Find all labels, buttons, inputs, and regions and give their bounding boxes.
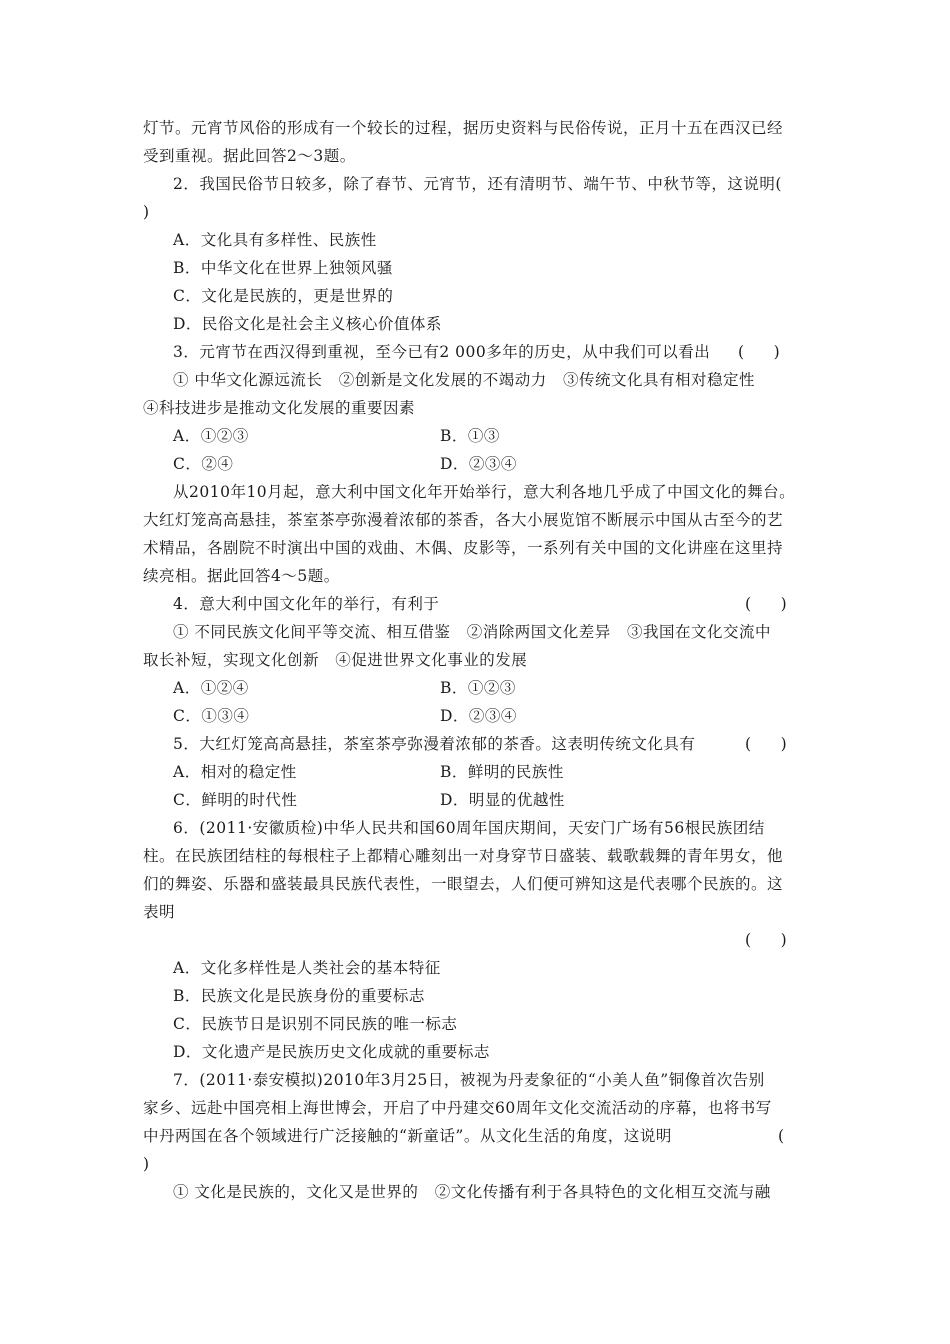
option-b: B．鲜明的民族性 [440, 763, 564, 781]
material-paragraph: 续亮相。据此回答4～5题。 [143, 567, 340, 585]
question-2-stem: 2．我国民俗节日较多，除了春节、元宵节，还有清明节、端午节、中秋节等，这说明( [173, 175, 782, 193]
answer-paren: ( ) [745, 735, 787, 753]
option-d: D．②③④ [440, 455, 517, 473]
question-3-statements: ① 中华文化源远流长 ②创新是文化发展的不竭动力 ③传统文化具有相对稳定性 [173, 371, 755, 389]
material-paragraph: 大红灯笼高高悬挂，茶室茶亭弥漫着浓郁的茶香，各大小展览馆不断展示中国从古至今的艺 [143, 511, 784, 529]
option-b: B．中华文化在世界上独领风骚 [173, 259, 393, 277]
option-d: D．文化遗产是民族历史文化成就的重要标志 [173, 1043, 490, 1061]
question-7-stem-cont: 中丹两国在各个领域进行广泛接触的“新童话”。从文化生活的角度，这说明 [143, 1127, 672, 1145]
option-c: C．文化是民族的，更是世界的 [173, 287, 394, 305]
option-a: A．文化具有多样性、民族性 [173, 231, 377, 249]
answer-paren-close: ) [143, 1155, 150, 1173]
answer-paren: ( ) [745, 931, 787, 949]
answer-paren: ( ) [745, 595, 787, 613]
option-a: A．相对的稳定性 [173, 763, 297, 781]
question-6-stem: 6．(2011·安徽质检)中华人民共和国60周年国庆期间，天安门广场有56根民族团结 [173, 819, 765, 837]
material-paragraph: 从2010年10月起，意大利中国文化年开始举行，意大利各地几乎成了中国文化的舞台。 [173, 483, 796, 501]
question-6-stem-cont: 柱。在民族团结柱的每根柱子上都精心雕刻出一对身穿节日盛装、载歌载舞的青年男女，他 [143, 847, 784, 865]
option-d: D．明显的优越性 [440, 791, 565, 809]
option-b: B．①②③ [440, 679, 516, 697]
question-4-statements: ① 不同民族文化间平等交流、相互借鉴 ②消除两国文化差异 ③我国在文化交流中 [173, 623, 771, 641]
material-paragraph: 术精品，各剧院不时演出中国的戏曲、木偶、皮影等，一系列有关中国的文化讲座在这里持 [143, 539, 784, 557]
question-3-stem: 3．元宵节在西汉得到重视，至今已有2 000多年的历史，从中我们可以看出 [173, 343, 711, 361]
question-4-statements-cont: 取长补短，实现文化创新 ④促进世界文化事业的发展 [143, 651, 528, 669]
question-7-statements: ① 文化是民族的，文化又是世界的 ②文化传播有利于各具特色的文化相互交流与融 [173, 1183, 771, 1201]
text-line: 灯节。元宵节风俗的形成有一个较长的过程，据历史资料与民俗传说，正月十五在西汉已经 [143, 119, 784, 137]
question-7-stem-cont: 家乡、远赴中国亮相上海世博会，开启了中丹建交60周年文化交流活动的序幕，也将书写 [143, 1099, 772, 1117]
answer-paren-open: ( [778, 1127, 785, 1145]
answer-paren-close: ) [143, 203, 150, 221]
option-d: D．民俗文化是社会主义核心价值体系 [173, 315, 442, 333]
option-c: C．①③④ [173, 707, 250, 725]
option-a: A．文化多样性是人类社会的基本特征 [173, 959, 441, 977]
question-7-stem: 7．(2011·泰安模拟)2010年3月25日，被视为丹麦象征的“小美人鱼”铜像首次告别 [173, 1071, 765, 1089]
option-d: D．②③④ [440, 707, 517, 725]
option-b: B．①③ [440, 427, 500, 445]
option-a: A．①②④ [173, 679, 249, 697]
option-b: B．民族文化是民族身份的重要标志 [173, 987, 425, 1005]
question-5-stem: 5．大红灯笼高高悬挂，茶室茶亭弥漫着浓郁的茶香。这表明传统文化具有 [173, 735, 696, 753]
question-6-stem-cont: 表明 [143, 903, 176, 921]
question-4-stem: 4．意大利中国文化年的举行，有利于 [173, 595, 440, 613]
option-c: C．鲜明的时代性 [173, 791, 298, 809]
option-a: A．①②③ [173, 427, 249, 445]
question-3-statements-cont: ④科技进步是推动文化发展的重要因素 [143, 399, 416, 417]
option-c: C．②④ [173, 455, 234, 473]
option-c: C．民族节日是识别不同民族的唯一标志 [173, 1015, 458, 1033]
answer-paren: ( ) [738, 343, 780, 361]
text-line: 受到重视。据此回答2～3题。 [143, 147, 356, 165]
question-6-stem-cont: 们的舞姿、乐器和盛装最具民族代表性，一眼望去，人们便可辨知这是代表哪个民族的。这 [143, 875, 784, 893]
